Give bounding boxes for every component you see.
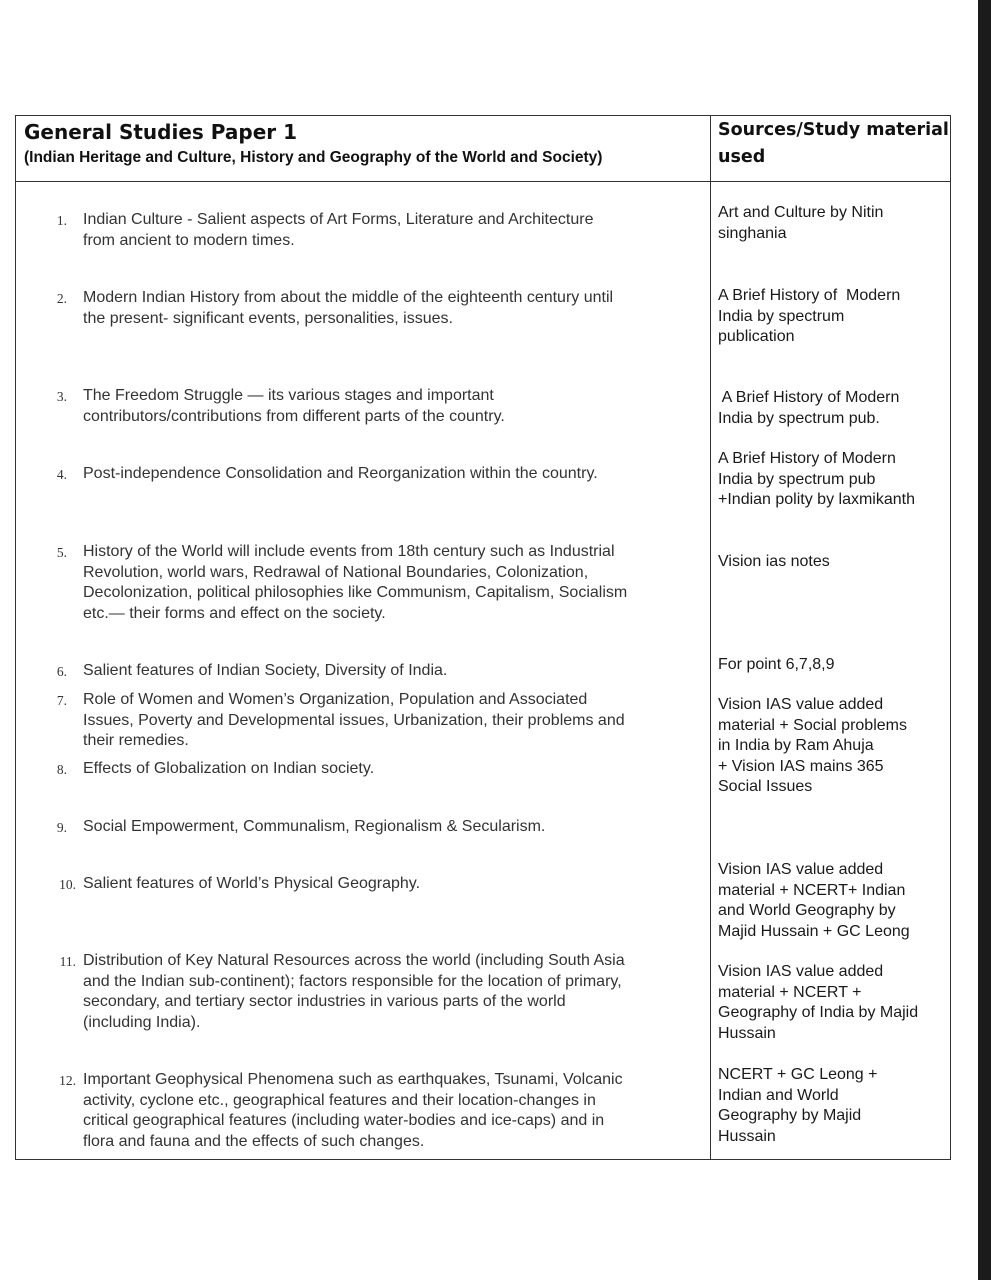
topic-item: Salient features of Indian Society, Diversity of India.: [83, 662, 448, 679]
topic-item: Important Geophysical Phenomena such as earthquakes, Tsunami, Volcanic activity, cyclone etc., geographical features and their location-changes in critical geographical features (including water-bodies and ice-caps) and in flora and fauna and the effects of such changes.: [83, 1071, 623, 1150]
source-entry: Vision IAS value added material + Social problems in India by Ram Ahuja + Vision IAS mains 365 Social Issues: [718, 696, 907, 795]
topic-number: 7.: [56, 693, 67, 708]
topic-item: Effects of Globalization on Indian society.: [83, 760, 375, 777]
topic-number: 1.: [56, 213, 67, 228]
sources-column-heading: Sources/Study material used: [718, 120, 949, 167]
topic-number: 8.: [56, 762, 67, 777]
source-entry: For point 6,7,8,9: [718, 656, 835, 673]
topic-number: 9.: [56, 820, 67, 835]
table-border-right: [950, 115, 951, 1160]
source-entry: Vision ias notes: [718, 553, 830, 570]
topic-item: Salient features of World’s Physical Geography.: [83, 875, 421, 892]
topic-number: 3.: [56, 389, 67, 404]
topic-number: 11.: [59, 954, 76, 969]
topic-number: 4.: [56, 467, 67, 482]
source-entry: A Brief History of Modern India by spectrum pub.: [718, 389, 900, 427]
source-entry: Vision IAS value added material + NCERT+ Indian and World Geography by Majid Hussain + GC Leong: [718, 861, 910, 940]
column-divider: [710, 115, 711, 1160]
source-entry: Art and Culture by Nitin singhania: [718, 204, 884, 242]
topic-item: Social Empowerment, Communalism, Regionalism & Secularism.: [83, 818, 546, 835]
topic-number: 2.: [56, 291, 67, 306]
topic-number: 5.: [56, 545, 67, 560]
topic-number: 6.: [56, 664, 67, 679]
page-subtitle: (Indian Heritage and Culture, History and Geography of the World and Society): [24, 149, 603, 166]
topic-item: Role of Women and Women’s Organization, Population and Associated Issues, Poverty and Developmental issues, Urbanization, their problems and their remedies.: [83, 691, 625, 749]
table-border-left: [15, 115, 16, 1160]
topic-number: 12.: [59, 1073, 76, 1088]
source-entry: NCERT + GC Leong + Indian and World Geography by Majid Hussain: [718, 1066, 878, 1145]
header-divider: [15, 181, 951, 182]
topic-item: History of the World will include events from 18th century such as Industrial Revolution, world wars, Redrawal of National Boundaries, Colonization, Decolonization, political philosophies like Communism, Capitalism, Socialism etc.— their forms and effect on the society.: [83, 543, 628, 622]
topic-item: Post-independence Consolidation and Reorganization within the country.: [83, 465, 598, 482]
source-entry: Vision IAS value added material + NCERT + Geography of India by Majid Hussain: [718, 963, 919, 1042]
topic-item: The Freedom Struggle — its various stages and important contributors/contributions from different parts of the country.: [83, 387, 505, 425]
topic-item: Indian Culture - Salient aspects of Art Forms, Literature and Architecture from ancient to modern times.: [83, 211, 594, 249]
table-border-bottom: [15, 1159, 951, 1160]
topic-number: 10.: [59, 877, 76, 892]
table-border-top: [15, 115, 951, 116]
source-entry: A Brief History of Modern India by spectrum pub +Indian polity by laxmikanth: [718, 450, 915, 508]
page-title: General Studies Paper 1: [24, 120, 298, 144]
page-edge-shadow: [978, 0, 991, 1280]
topic-item: Modern Indian History from about the middle of the eighteenth century until the present- significant events, personalities, issues.: [83, 289, 614, 327]
source-entry: A Brief History of Modern India by spectrum publication: [718, 287, 901, 345]
topic-item: Distribution of Key Natural Resources across the world (including South Asia and the Indian sub-continent); factors responsible for the location of primary, secondary, and tertiary sector industries in various parts of the world (including India).: [83, 952, 625, 1031]
